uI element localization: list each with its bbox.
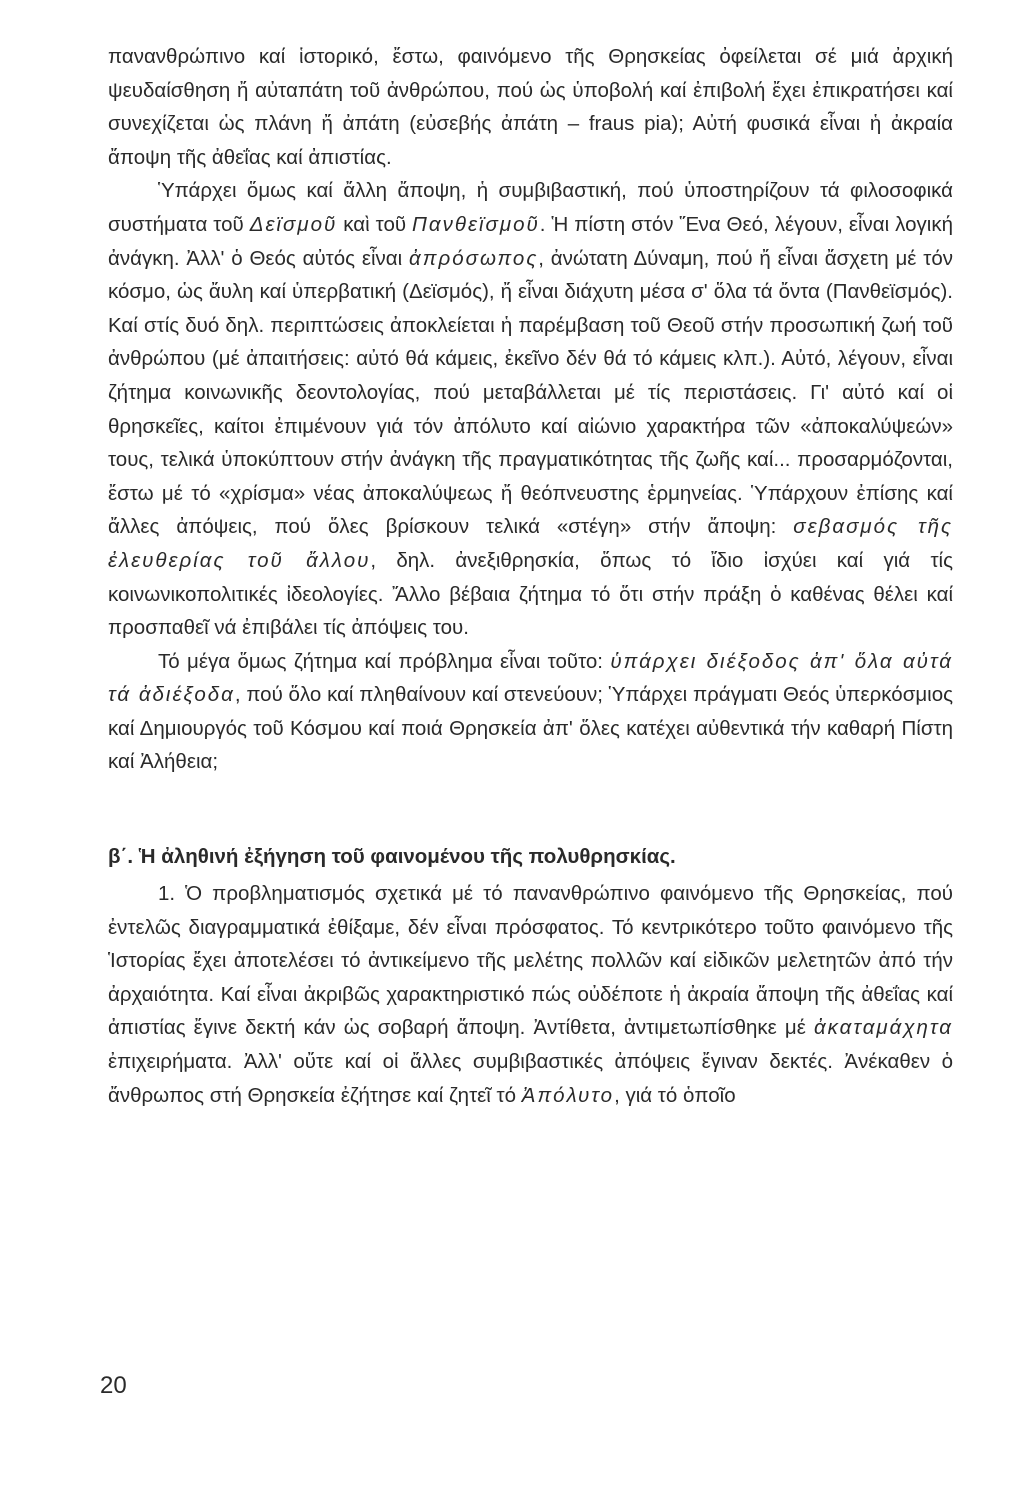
text-run: 1. Ὁ προβληματισμός σχετικά μέ τό πανανθρώπινο φαινόμενο τῆς Θρησκείας, πού ἐντελῶς διαγραμματικά ἐθίξαμε, δέν εἶναι πρόσφατος. Τό κεντρικότερο τοῦτο φαινόμενο τῆς Ἱστορίας ἔχει ἀποτελέσει τό ἀντικείμενο τῆς μελέτης πολλῶν καί εἰδικῶν μελετητῶν ἀπό τήν ἀρχαιότητα. Καί εἶναι ἀκριβῶς χαρακτηριστικό πώς οὐδέποτε ἡ ἀκραία ἄποψη τῆς ἀθεΐας καί ἀπιστίας ἔγινε δεκτή κάν ὡς σοβαρή ἄποψη. Ἀντίθετα, ἀντιμετωπίσθηκε μέ xyxy=(108,882,953,1040)
text-run: καὶ τοῦ xyxy=(337,212,413,236)
text-run: . Ἡ πίστη στόν Ἕνα Θεό, λέγουν, εἶναι λογική ἀνάγκη. Ἀλλ' ὁ Θεός αὐτός εἶναι xyxy=(108,212,953,270)
emphasis-irrefutable: ἀκαταμάχητα xyxy=(813,1016,953,1040)
text-run: , δηλ. ἀνεξιθρησκία, ὅπως τό ἴδιο ἰσχύει καί γιά τίς κοινωνικοπολιτικές ἰδεολογίες. Ἄλλο βέβαια ζήτημα τό ὅτι στήν πράξη ὁ καθένας θέλει καί προσπαθεῖ νά ἐπιβάλει τίς ἀπόψεις του. xyxy=(108,548,953,640)
text-run: , πού ὅλο καί πληθαίνουν καί στενεύουν; Ὑπάρχει πράγματι Θεός ὑπερκόσμιος καί Δημιουργός τοῦ Κόσμου καί ποιά Θρησκεία ἀπ' ὅλες κατέχει αὐθεντικά τήν καθαρή Πίστη καί Ἀλήθεια; xyxy=(108,683,953,774)
paragraph-3 xyxy=(108,645,953,779)
text-run: Ὑπάρχει ὅμως καί ἄλλη ἄποψη, ἡ συμβιβαστική, πού ὑποστηρίζουν τά φιλοσοφικά συστήματα τοῦ xyxy=(108,179,953,236)
emphasis-way-out: ὑπάρχει διέξοδος ἀπ' ὅλα αὐτά τά ἀδιέξοδα xyxy=(108,649,953,707)
emphasis-pantheism: Πανθεϊσμοῦ xyxy=(412,212,540,236)
emphasis-absolute: Ἀπόλυτο xyxy=(521,1083,615,1107)
section-paragraph-1 xyxy=(108,877,953,1112)
paragraph-2 xyxy=(108,174,953,644)
emphasis-impersonal: ἀπρόσωπος xyxy=(409,246,539,270)
text-run: , γιά τό ὁποῖο xyxy=(614,1083,736,1107)
emphasis-respect-freedom: σεβασμός τῆς ἐλευθερίας τοῦ ἄλλου xyxy=(108,515,953,572)
section-heading: β΄. Ἡ ἀληθινή ἐξήγηση τοῦ φαινομένου τῆς πολυθρησκίας. xyxy=(108,845,676,869)
book-page xyxy=(108,40,953,1112)
text-run: ἐπιχειρήματα. Ἀλλ' οὔτε καί οἱ ἄλλες συμβιβαστικές ἀπόψεις ἔγιναν δεκτές. Ἀνέκαθεν ὁ ἄνθρωπος στή Θρησκεία ἐζήτησε καί ζητεῖ τό xyxy=(108,1050,953,1107)
text-run: , ἀνώτατη Δύναμη, πού ἤ εἶναι ἄσχετη μέ τόν κόσμο, ὡς ἄυλη καί ὑπερβατική (Δεϊσμός), ἤ εἶναι διάχυτη μέσα σ' ὅλα τά ὄντα (Πανθεϊσμός). Καί στίς δυό δηλ. περιπτώσεις ἀποκλείεται ἡ παρέμβαση τοῦ Θεοῦ στήν προσωπική ζωή τοῦ ἀνθρώπου (μέ ἀπαιτήσεις: αὐτό θά κάμεις, ἐκεῖνο δέν θά τό κάμεις κλπ.). Αὐτό, λέγουν, εἶναι ζήτημα κοινωνικῆς δεοντολογίας, πού μεταβάλλεται μέ τίς περιστάσεις. Γι' αὐτό καί οἱ θρησκεῖες, καίτοι ἐπιμένουν γιά τόν ἀπόλυτο καί αἰώνιο χαρακτήρα τῶν «ἀποκαλύψεών» τους, τελικά ὑποκύπτουν στήν ἀνάγκη τῆς πραγματικότητας τῆς ζωῆς καί... προσαρμόζονται, ἔστω μέ τό «χρίσμα» νέας ἀποκαλύψεως ἤ θεόπνευστης ἑρμηνείας. Ὑπάρχουν ἐπίσης καί ἄλλες ἀπόψεις, πού ὅλες βρίσκουν τελικά «στέγη» στήν ἄποψη: xyxy=(108,246,953,539)
emphasis-deism: Δεϊσμοῦ xyxy=(249,212,338,236)
paragraph-1 xyxy=(108,40,953,174)
text-run: πανανθρώπινο καί ἱστορικό, ἔστω, φαινόμενο τῆς Θρησκείας ὀφείλεται σέ μιά ἀρχική ψευδαίσθηση ἤ αὐταπάτη τοῦ ἀνθρώπου, πού ὡς ὑποβολή καί ἐπιβολή ἔχει ἐπικρατήσει καί συνεχίζεται ὡς πλάνη ἤ ἀπάτη (εὐσεβής ἀπάτη – fraus pia); Αὐτή φυσικά εἶναι ἡ ἀκραία ἄποψη τῆς ἀθεΐας καί ἀπιστίας. xyxy=(108,45,953,169)
page-number: 20 xyxy=(100,1372,127,1399)
text-run: Τό μέγα ὅμως ζήτημα καί πρόβλημα εἶναι τοῦτο: xyxy=(158,649,611,673)
